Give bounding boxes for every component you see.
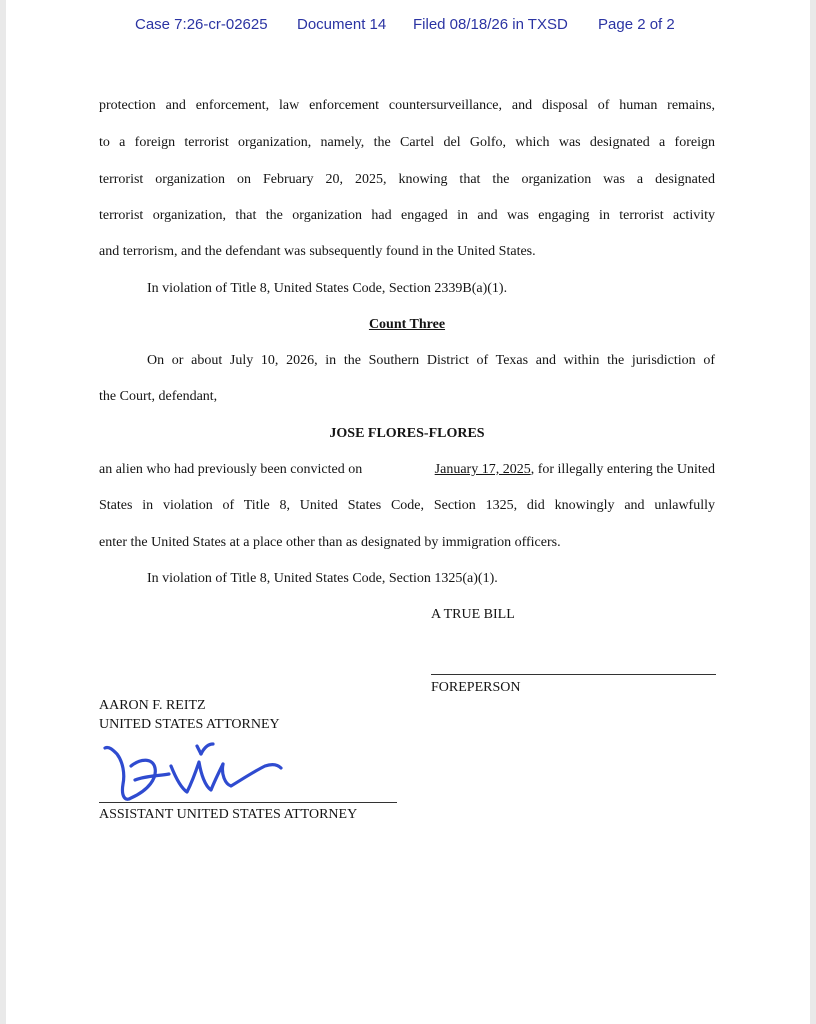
defendant-name: JOSE FLORES-FLORES [329, 426, 485, 441]
violation-statement: In violation of Title 8, United States Code, Section 2339B(a)(1). [147, 281, 508, 296]
body-line: On or about July 10, 2026, in the Southern District of Texas and within the jurisdiction of [147, 353, 715, 368]
body-text: , for illegally entering the United [530, 462, 715, 477]
true-bill-label: A TRUE BILL [431, 607, 515, 622]
handwritten-signature-icon [101, 740, 291, 810]
foreperson-label: FOREPERSON [431, 680, 521, 695]
body-line: terrorist organization, that the organization had engaged in and was engaging in terrorist activity [99, 208, 715, 223]
filing-header [6, 16, 810, 36]
page-indicator: Page 2 of 2 [598, 16, 675, 33]
assistant-signature-line [99, 802, 397, 803]
filed-date: Filed 08/18/26 in TXSD [413, 16, 568, 33]
assistant-attorney-title: ASSISTANT UNITED STATES ATTORNEY [99, 807, 358, 822]
body-line: to a foreign terrorist organization, namely, the Cartel del Golfo, which was designated a foreign [99, 135, 715, 150]
count-heading: Count Three [368, 317, 446, 332]
attorney-name: AARON F. REITZ [99, 698, 206, 713]
document-number: Document 14 [297, 16, 387, 33]
body-line: States in violation of Title 8, United States Code, Section 1325, did knowingly and unlawfully [99, 498, 715, 513]
body-line: enter the United States at a place other than as designated by immigration officers. [99, 535, 561, 550]
violation-statement: In violation of Title 8, United States Code, Section 1325(a)(1). [147, 571, 498, 586]
body-line: terrorist organization on February 20, 2025, knowing that the organization was a designated [99, 172, 715, 187]
foreperson-signature-line [431, 674, 716, 675]
conviction-date: January 17, 2025 [434, 462, 531, 477]
body-line [99, 461, 715, 479]
body-line: and terrorism, and the defendant was subsequently found in the United States. [99, 244, 536, 259]
attorney-title: UNITED STATES ATTORNEY [99, 717, 280, 732]
body-line: protection and enforcement, law enforcement countersurveillance, and disposal of human remains, [99, 98, 715, 113]
body-line: the Court, defendant, [99, 389, 218, 404]
body-text: an alien who had previously been convicted on [99, 462, 363, 477]
case-number: Case 7:26-cr-02625 [135, 16, 268, 33]
document-page [6, 0, 810, 1024]
